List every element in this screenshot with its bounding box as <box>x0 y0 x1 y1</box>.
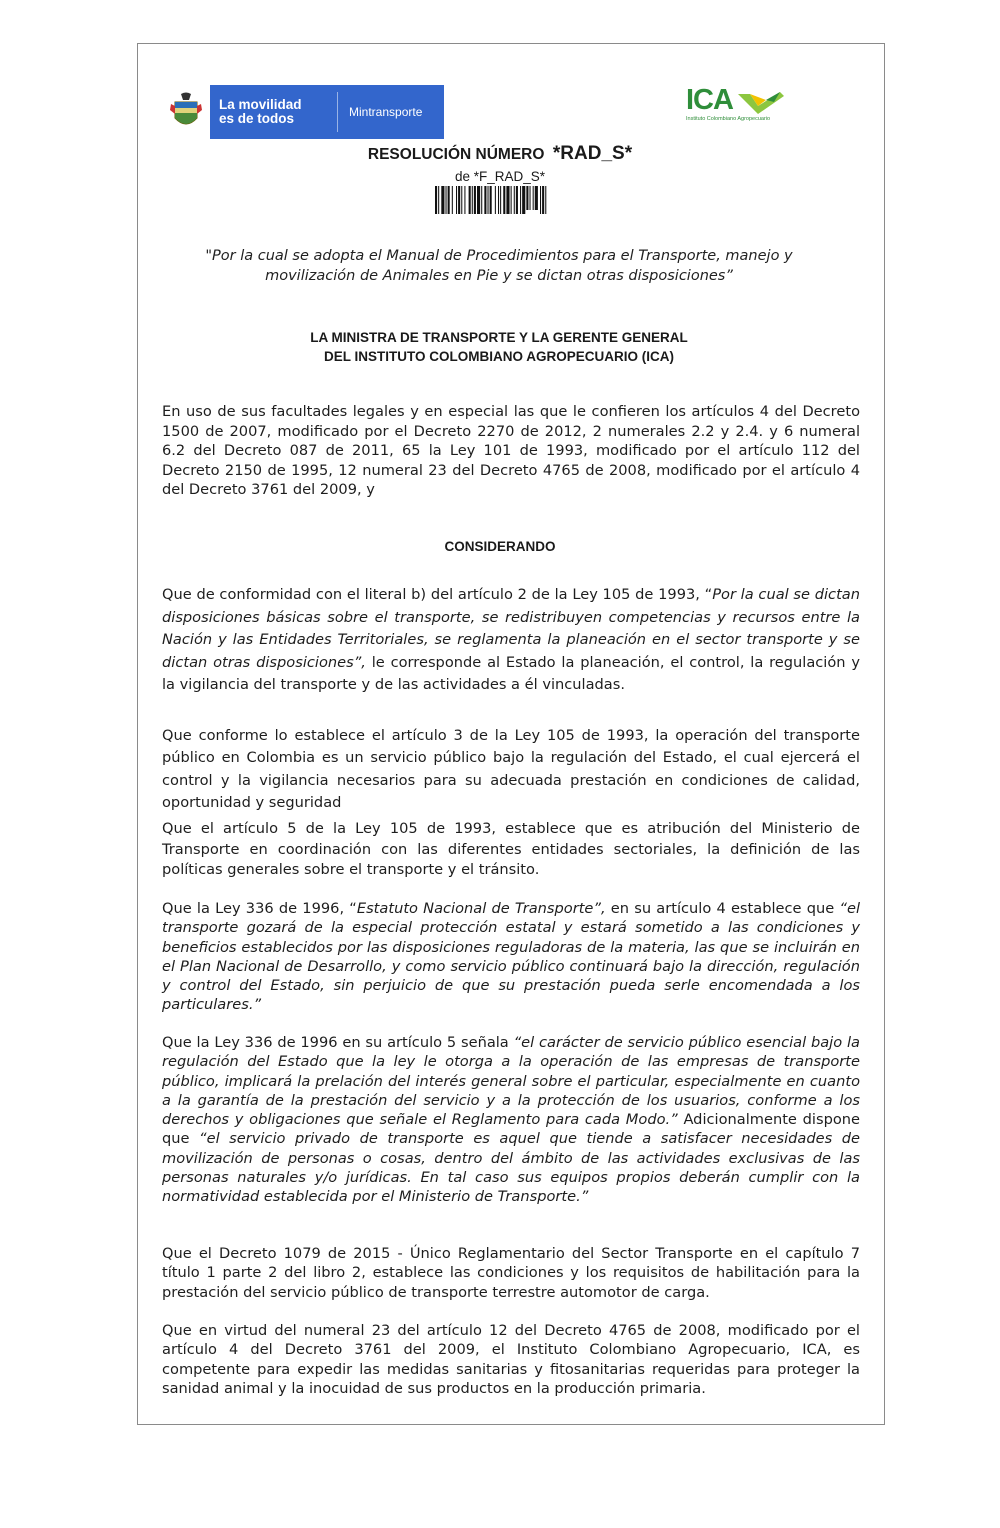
considerando-paragraph-4 <box>162 899 860 1015</box>
ica-logo-text: ICA <box>686 84 733 116</box>
p5-text-italic-2: “el servicio privado de transporte es aquel que tiende a satisfacer necesidades de movilización de personas o cosas, dentro del ámbito de las actividades exclusivas de las personas naturales y/o jurídicas. En tal caso sus equipos propios deberán cumplir con la normatividad establecida por el Ministerio de Transporte.” <box>162 1130 860 1206</box>
p4-text-italic-2: “el transporte gozará de la especial protección estatal y estará sometido a las condiciones y beneficios establecidos por las disposiciones reguladoras de la materia, las que se incluirán en el Plan Nacional de Desarrollo, y como servicio público continuará bajo la dirección, regulación y control del Estado, sin perjuicio de que su prestación pueda serle encomendada a los particulares.” <box>162 900 860 1014</box>
mintransporte-banner <box>162 85 444 139</box>
barcode-image <box>435 186 587 216</box>
p5-text-c: Adicionalmente dispone que <box>162 1111 860 1148</box>
resolution-label: RESOLUCIÓN NÚMERO <box>367 146 545 163</box>
banner-slogan: La movilidad es de todos <box>219 97 302 126</box>
ica-logo <box>686 84 786 124</box>
ica-checkmark-icon <box>736 90 786 114</box>
considerando-paragraph-2: Que conforme lo establece el artículo 3 de la Ley 105 de 1993, la operación del transporte público en Colombia es un servicio público bajo la regulación del Estado, el cual ejercerá el control y la vigilancia necesarios para su adecuada prestación en condiciones de calidad, oportunidad y seguridad <box>162 727 860 811</box>
considerando-paragraph-3: Que el artículo 5 de la Ley 105 de 1993, establece que es atribución del Ministerio de Transporte en coordinación con las diferentes entidades sectoriales, la definición de las políticas generales sobre el transporte y el tránsito. <box>162 820 860 878</box>
colombia-coat-of-arms-icon <box>162 85 210 139</box>
resolution-number: *RAD_S* <box>552 143 633 164</box>
banner-ministry: Mintransporte <box>349 105 423 119</box>
issuing-authority <box>162 328 836 366</box>
considerando-paragraph-6: Que el Decreto 1079 de 2015 - Único Reglamentario del Sector Transporte en el capítulo 7 título 1 parte 2 del libro 2, establece las condiciones y los requisitos de habilitación para la prestación del servicio público de transporte terrestre automotor de carga. <box>162 1245 860 1301</box>
p1-text-c: le corresponde al Estado la planeación, el control, la regulación y la vigilancia del transporte y de las actividades a él vinculadas. <box>162 653 860 693</box>
p5-text-italic-1: “el carácter de servicio público esencial bajo la regulación del Estado que la ley le otorga a la operación de las empresas de transporte público, implicará la prelación del interés general sobre el particular, especialmente en cuanto a la garantía de la prestación del servicio y a la protección de los usuarios, conforme a los derechos y obligaciones que señale el Reglamento para cada Modo.” <box>162 1034 860 1129</box>
resolution-title <box>0 143 1000 165</box>
authority-line-1: LA MINISTRA DE TRANSPORTE Y LA GERENTE GENERAL <box>310 330 688 345</box>
p5-text-a: Que la Ley 336 de 1996 en su artículo 5 señala <box>162 1034 514 1051</box>
considerando-paragraph-7: Que en virtud del numeral 23 del artículo 12 del Decreto 4765 de 2008, modificado por el artículo 4 del Decreto 3761 del 2009, el Instituto Colombiano Agropecuario, ICA, es competente para expedir las medidas sanitarias y fitosanitarias requeridas para proteger la sanidad animal y la inocuidad de sus productos en la producción primaria. <box>162 1322 860 1397</box>
considerando-paragraph-5 <box>162 1033 860 1207</box>
p4-text-italic-1: Estatuto Nacional de Transporte”, <box>356 900 606 917</box>
p1-text-italic: Por la cual se dictan disposiciones básicas sobre el transporte, se redistribuyen competencias y recursos entre la Nación y las Entidades Territoriales, se reglamenta la planeación en el sector transporte y se dictan otras disposiciones”, <box>162 586 860 671</box>
considerando-heading: CONSIDERANDO <box>444 539 556 554</box>
considerando-paragraph-1 <box>162 584 860 697</box>
resolution-date: de *F_RAD_S* <box>454 169 546 184</box>
p1-text-a: Que de conformidad con el literal b) del artículo 2 de la Ley 105 de 1993, “ <box>162 586 713 603</box>
p4-text-a: Que la Ley 336 de 1996, “ <box>162 900 357 917</box>
resolution-subject: "Por la cual se adopta el Manual de Procedimientos para el Transporte, manejo y movilización de Animales en Pie y se dictan otras disposiciones” <box>205 248 793 284</box>
p4-text-c: en su artículo 4 establece que <box>605 900 840 917</box>
authority-line-2: DEL INSTITUTO COLOMBIANO AGROPECUARIO (ICA) <box>324 349 674 364</box>
ica-logo-subtitle: Instituto Colombiano Agropecuario <box>686 116 771 122</box>
intro-paragraph: En uso de sus facultades legales y en especial las que le confieren los artículos 4 del Decreto 1500 de 2007, modificado por el Decreto 2270 de 2012, 2 numerales 2.2 y 2.4. y 6 numeral 6.2 del Decreto 087 de 2011, 65 la Ley 101 de 1993, modificado por el artículo 112 del Decreto 2150 de 1995, 12 numeral 23 del Decreto 4765 de 2008, modificado por el artículo 4 del Decreto 3761 del 2009, y <box>162 403 860 499</box>
